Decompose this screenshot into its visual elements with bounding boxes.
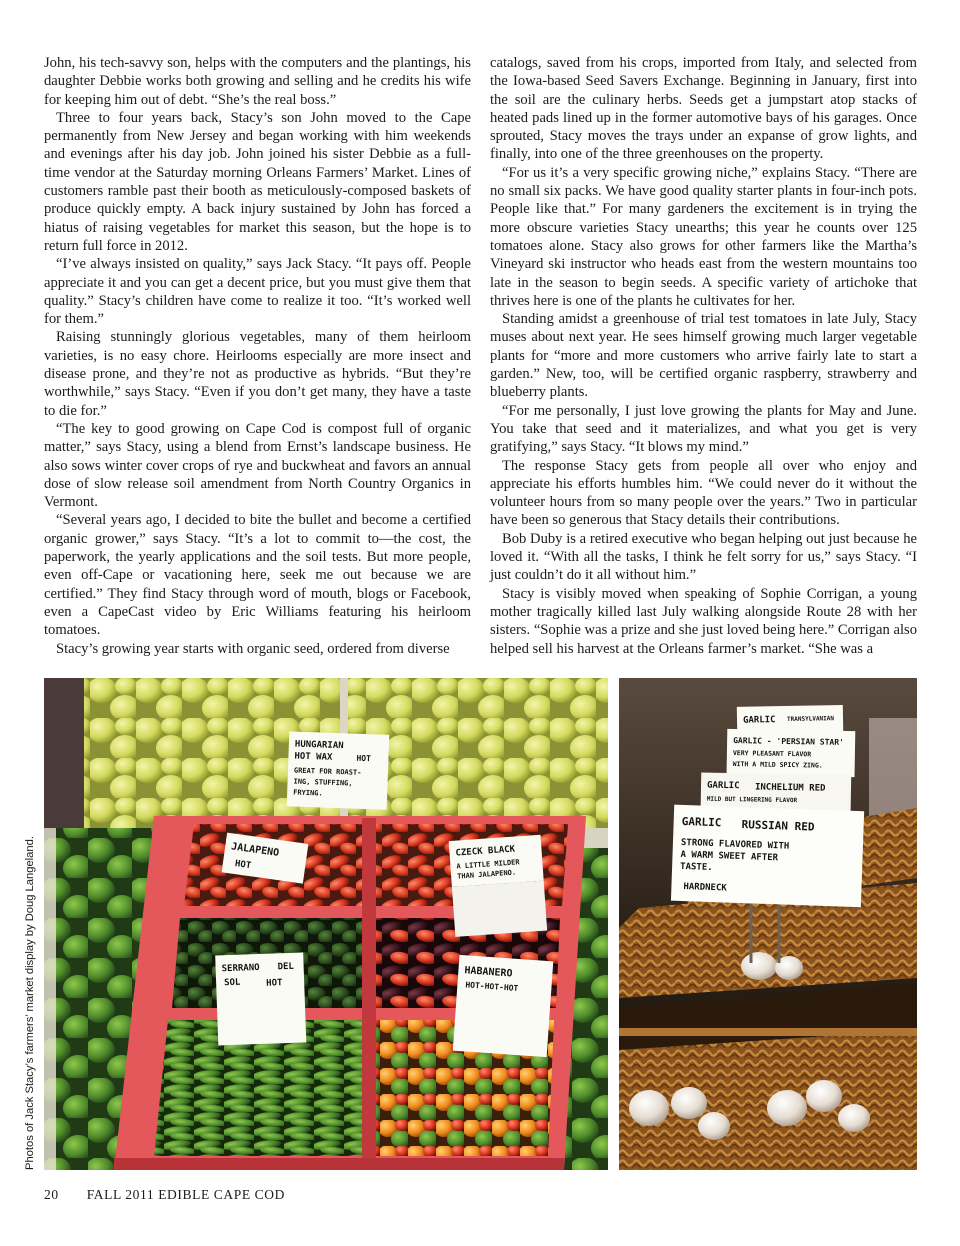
garlic-sign-russian-line: STRONG FLAVORED WITH — [680, 837, 790, 852]
paragraph: catalogs, saved from his crops, imported from Italy, and selected from the Iowa-based Seed Savers Exchange. Beginning in January, first into the soil are the culinary herbs. Seeds get a jumpstart atop stacks of heated pads lined up in the former automotive bays of his garages. Once sprouted, Stacy moves the trays under an expanse of grow lights, and finally, into one of the three greenhouses on the property. — [490, 55, 917, 163]
paragraph: Three to four years back, Stacy’s son John moved to the Cape permanently from New Jersey and began working with him weekends and evenings after his day job. John joined his sister Debbie as a full-time vendor at the Saturday morning Orleans Farmers’ Market. Lines of customers ramble past their booth as meticulously-composed baskets of produce quickly empty. A back injury sustained by John has forced a hiatus of raising vegetables for market this season, but the hope is to return full force in 2012. — [44, 109, 471, 254]
right-column — [490, 54, 917, 658]
issue-label: FALL 2011 — [86, 1187, 155, 1202]
garlic-sign-persian-line: WITH A MILD SPICY ZING. — [732, 760, 823, 770]
paragraph: Stacy is visibly moved when speaking of Sophie Corrigan, a young mother tragically killed last July walking alongside Route 28 with her sisters. “Sophie was a prize and she just loved being here.” Corrigan also helped sell his harvest at the Orleans farmer’s market. “She was a — [490, 585, 917, 657]
page-number: 20 — [44, 1187, 59, 1202]
sign-serrano-title: SERRANO — [221, 962, 260, 975]
garlic-sign-inchelium-variety: INCHELIUM RED — [754, 782, 826, 794]
sign-hungarian-line: FRYING. — [293, 788, 323, 798]
paragraph: Raising stunningly glorious vegetables, many of them heirloom varieties, is no easy chore. Heirlooms especially are more insect and disease prone, and they’re not as productive as hybrids. “But they’re worthwhile,” says Stacy. “Even if you don’t get many, they have a taste to die for.” — [44, 329, 471, 419]
garlic-sign-top-variety: TRANSYLVANIAN — [786, 715, 835, 723]
paragraph: John, his tech-savvy son, helps with the computers and the plantings, his daughter Debbie works both growing and selling and he credits his wife for keeping him out of debt. “She’s the real boss.” — [44, 55, 471, 108]
sign-czech-title: CZECK BLACK — [455, 844, 516, 859]
garlic-sign-persian-title: GARLIC - 'PERSIAN STAR' — [733, 736, 844, 747]
sign-serrano-sol: SOL — [223, 977, 241, 989]
paragraph: The response Stacy gets from people all over who enjoy and appreciate his efforts humbles him. “We could never do it without the volunteer hours from so many people over the years.” Two in particular have been so generous that Stacy details their contributions. — [490, 457, 917, 529]
sign-habanero-heat: HOT-HOT-HOT — [465, 980, 519, 994]
garlic-sign-russian-type: HARDNECK — [683, 882, 727, 894]
paragraph: Standing amidst a greenhouse of trial test tomatoes in late July, Stacy muses about next year. He sees himself growing much larger vegetable plants for “more and more customers who arrive fairly late to start a garden.” New, too, will be certified organic raspberry, strawberry and blueberry plants. — [490, 311, 917, 401]
sign-serrano-heat: HOT — [266, 978, 283, 989]
photo-credit: Photos of Jack Stacy’s farmers’ market display by Doug Langeland. — [24, 836, 36, 1170]
sign-serrano-del: DEL — [277, 961, 295, 973]
sign-hungarian-title: HUNGARIAN — [294, 739, 344, 752]
publication-name: EDIBLE CAPE COD — [158, 1187, 285, 1202]
garlic-sign-russian-line: TASTE. — [679, 861, 713, 874]
sign-hungarian-line: GREAT FOR ROAST- — [293, 766, 362, 777]
sign-jalapeno-title: JALAPENO — [230, 841, 280, 859]
pepper-display-photo — [44, 678, 608, 1170]
sign-czech-line: A LITTLE MILDER — [456, 858, 520, 871]
page-footer — [44, 1187, 285, 1203]
paragraph: “For me personally, I just love growing the plants for May and June. You take that seed and it materializes, and what you get is very gratifying,” says Stacy. “It blows my mind.” — [490, 402, 917, 456]
sign-hungarian-subtitle: HOT WAX — [294, 751, 333, 763]
garlic-sign-top-title: GARLIC — [742, 715, 776, 726]
garlic-sign-russian-variety: RUSSIAN RED — [741, 818, 815, 834]
paragraph: “Several years ago, I decided to bite the bullet and become a certified organic grower,” says Stacy. “It’s a lot to commit to—the cost, the paperwork, the yearly applications and the soil tests. But more people, even off-Cape or vacationing here, seek me out because we are certified.” They find Stacy through word of mouth, blogs or Facebook, even a CapeCast video by Eric Williams featuring his heirloom tomatoes. — [44, 512, 471, 639]
garlic-sign-russian-title: GARLIC — [681, 814, 722, 830]
sign-jalapeno-heat: HOT — [234, 859, 252, 872]
garlic-sign-persian-line: VERY PLEASANT FLAVOR — [732, 749, 812, 759]
paragraph: Stacy’s growing year starts with organic seed, ordered from diverse — [56, 640, 450, 657]
sign-hungarian-line: ING, STUFFING, — [293, 777, 353, 788]
pepper-display-illustration — [44, 678, 608, 1170]
paragraph: “I’ve always insisted on quality,” says Jack Stacy. “It pays off. People appreciate it and you can get a decent price, but you must give them that quality.” Stacy’s children have come to realize it too. “It’s worked well for them.” — [44, 256, 471, 328]
garlic-sign-russian-line: A WARM SWEET AFTER — [680, 849, 779, 864]
garlic-sign-inchelium-line: MILD BUT LINGERING FLAVOR — [706, 795, 798, 805]
sign-habanero-title: HABANERO — [464, 965, 513, 980]
left-column — [44, 54, 471, 658]
paragraph: “For us it’s a very specific growing niche,” explains Stacy. “There are no small six packs. We have good quality starter plants in four-inch pots. People like that.” For many gardeners the excitement is in trying the more obscure varieties Stacy unearths; this year he counts over 125 tomatoes alone. Stacy also grows for other farmers like the Martha’s Vineyard ski instructor who heads east from the western mountains too late in the season to begin seeds. A specific variety of artichoke that thrives here is one of the plants he cultivates for her. — [490, 164, 917, 309]
paragraph: “The key to good growing on Cape Cod is compost full of organic matter,” says Stacy, using a blend from Ernst’s landscape business. He also sows winter cover crops of rye and buckwheat and favors an annual dose of slow release soil amendment from North Country Organics in Vermont. — [44, 420, 471, 511]
garlic-sign-inchelium-title: GARLIC — [706, 780, 740, 792]
garlic-display-photo — [619, 678, 917, 1170]
paragraph: Bob Duby is a retired executive who began helping out just because he loved it. “With all the tasks, I think he felt sorry for us,” says Stacy. “I just couldn’t do it all without him.” — [490, 530, 917, 584]
sign-czech-line: THAN JALAPENO. — [456, 868, 517, 881]
garlic-display-illustration — [619, 678, 917, 1170]
sign-hungarian-heat: HOT — [356, 753, 372, 764]
